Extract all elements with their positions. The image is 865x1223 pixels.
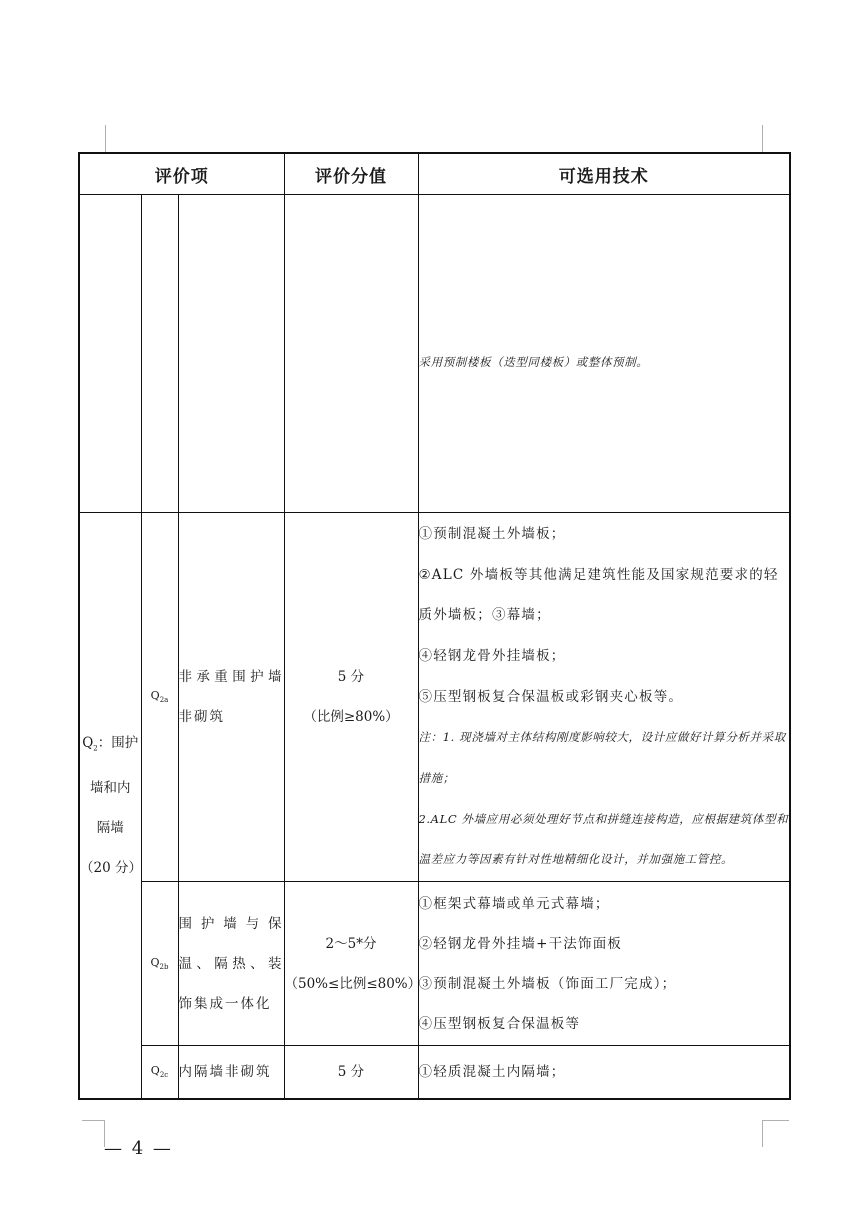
item-name-q2b: 围护墙与保温、隔热、装饰集成一体化 <box>178 882 284 1046</box>
crop-mark-top-left <box>105 125 106 152</box>
category-label-line2: 墙和内 <box>90 780 131 797</box>
code-cell-empty <box>141 195 178 513</box>
tech-note: 2.ALC 外墙应用必须处理好节点和拼缝连接构造，应根据建筑体型和温差应力等因素有针对性地精细化设计，并加强施工管控。 <box>418 811 789 867</box>
header-evaluation-item: 评价项 <box>79 153 284 195</box>
score-cell-empty <box>284 195 418 513</box>
tech-cell-q2a <box>418 513 790 882</box>
crop-mark-bottom-right <box>762 1120 789 1147</box>
tech-item: ①预制混凝土外墙板； <box>418 525 566 542</box>
tech-item: ④轻钢龙骨外挂墙板； <box>418 647 566 664</box>
page-number: — 4 — <box>104 1138 173 1159</box>
item-name-q2c: 内隔墙非砌筑 <box>178 1046 284 1100</box>
item-code-q2b: $Q_{2b}$ <box>141 882 178 1046</box>
tech-item: ①框架式幕墙或单元式幕墙； <box>418 895 610 912</box>
tech-item: ②ALC 外墙板等其他满足建筑性能及国家规范要求的轻质外墙板；③幕墙； <box>418 566 779 624</box>
evaluation-table <box>78 152 791 1100</box>
cat-cell-empty <box>79 195 141 513</box>
table-row-q2a <box>79 513 790 882</box>
table-row-continued <box>79 195 790 513</box>
category-code: $Q_2$：围护 <box>82 734 139 753</box>
tech-item: ④压型钢板复合保温板等 <box>418 1015 581 1032</box>
category-score: （20 分） <box>80 860 142 877</box>
item-name-q2a: 非承重围护墙非砌筑 <box>178 513 284 882</box>
item-code-q2c: $Q_{2c}$ <box>141 1046 178 1100</box>
tech-cell-continued <box>418 195 790 513</box>
category-label-line3: 隔墙 <box>96 820 124 837</box>
tech-item: ③预制混凝土外墙板（饰面工厂完成）； <box>418 975 677 992</box>
header-optional-tech: 可选用技术 <box>418 153 790 195</box>
score-value: 5 分 <box>337 669 365 685</box>
item-score-q2c: 5 分 <box>284 1046 418 1100</box>
crop-mark-top-right <box>762 125 763 152</box>
item-score-q2a <box>284 513 418 882</box>
table-row-q2c <box>79 1046 790 1100</box>
crop-mark-bottom-left <box>82 1120 105 1147</box>
tech-note: 注：1. 现浇墙对主体结构刚度影响较大，设计应做好计算分析并采取措施； <box>418 730 786 786</box>
item-code-q2a: $Q_{2a}$ <box>141 513 178 882</box>
table-header-row <box>79 153 790 195</box>
category-cell <box>79 513 141 1100</box>
tech-cell-q2b <box>418 882 790 1046</box>
tech-item: ①轻质混凝土内隔墙； <box>418 1064 566 1080</box>
tech-item: ⑤压型钢板复合保温板或彩钢夹心板等。 <box>418 688 684 705</box>
tech-continued-note: 采用预制楼板（迭型同楼板）或整体预制。 <box>418 354 649 369</box>
tech-cell-q2c <box>418 1046 790 1100</box>
item-score-q2b <box>284 882 422 1046</box>
score-condition: （50%≤比例≤80%） <box>284 975 422 992</box>
score-condition: （比例≥80%） <box>303 709 399 725</box>
tech-item: ②轻钢龙骨外挂墙+干法饰面板 <box>418 935 623 952</box>
header-score: 评价分值 <box>284 153 418 195</box>
score-value: 2～5*分 <box>325 935 377 952</box>
table-row-q2b <box>79 882 790 1046</box>
name-cell-empty <box>178 195 284 513</box>
